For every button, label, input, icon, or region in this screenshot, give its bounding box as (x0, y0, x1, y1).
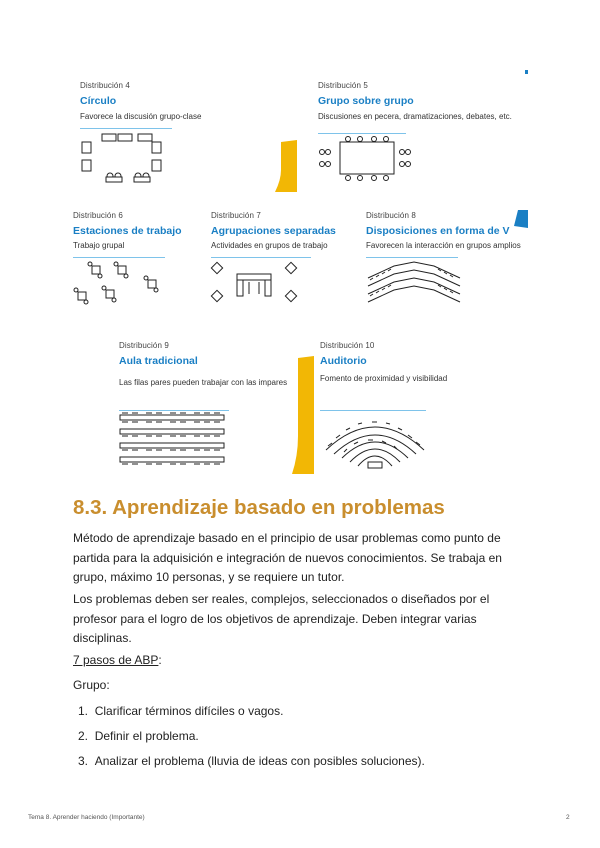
dist-number: Distribución 4 (80, 81, 130, 90)
list-text: Clarificar términos difíciles o vagos. (94, 704, 284, 718)
circle-layout-diagram (80, 132, 176, 186)
dist-desc: Discusiones en pecera, dramatizaciones, debates, etc. (318, 112, 512, 121)
separated-groups-layout-diagram (205, 260, 305, 308)
dist-number: Distribución 5 (318, 81, 368, 90)
dist-number: Distribución 6 (73, 211, 123, 220)
yellow-accent-bar-top (275, 140, 299, 192)
list-text: Analizar el problema (lluvia de ideas con posibles soluciones). (94, 754, 425, 768)
dist-title: Auditorio (320, 355, 367, 367)
steps-colon: : (158, 653, 162, 667)
dist-number: Distribución 10 (320, 341, 375, 350)
list-number: 1. (78, 704, 89, 718)
list-number: 2. (78, 729, 89, 743)
list-item (78, 729, 199, 743)
paragraph-definition: Método de aprendizaje basado en el principio de usar problemas como punto de partida para la adquisición e integración de nuevos conocimientos. Se trabaja en grupo, máximo 10 personas, y se requiere un tutor. (73, 531, 502, 584)
section-heading: 8.3. Aprendizaje basado en problemas (73, 496, 445, 519)
yellow-bar-shape (292, 356, 316, 474)
paragraph-problems: Los problemas deben ser reales, complejos, seleccionados o diseñados por el profesor para el logro de los objetivos de aprendizaje. Deben integrar varias disciplinas. (73, 592, 490, 645)
auditorium-layout-diagram (322, 410, 428, 470)
dist-title: Aula tradicional (119, 355, 198, 367)
dist-rule (119, 410, 229, 411)
workstations-layout-diagram (72, 260, 168, 308)
dist-number: Distribución 9 (119, 341, 169, 350)
blue-tick-mark (525, 70, 528, 74)
group-label: Grupo: (73, 678, 110, 692)
list-number: 3. (78, 754, 89, 768)
page-number: 2 (566, 814, 570, 821)
blue-corner-shape (514, 210, 528, 228)
dist-desc: Trabajo grupal (73, 241, 125, 250)
v-shape-layout-diagram (364, 258, 464, 308)
dist-title: Agrupaciones separadas (211, 225, 336, 237)
dist-number: Distribución 8 (366, 211, 416, 220)
steps-heading (73, 653, 162, 667)
dist-title: Estaciones de trabajo (73, 225, 182, 237)
yellow-accent-bar-bottom (292, 356, 316, 474)
dist-desc: Actividades en grupos de trabajo (211, 241, 328, 250)
dist-rule (80, 128, 172, 129)
list-item (78, 704, 283, 718)
yellow-bar-shape (275, 140, 299, 192)
fishbowl-layout-diagram (318, 136, 418, 184)
steps-link[interactable]: 7 pasos de ABP (73, 653, 159, 667)
dist-desc: Favorece la discusión grupo-clase (80, 112, 202, 121)
traditional-classroom-diagram (118, 412, 228, 468)
blue-corner-mark (514, 210, 528, 228)
dist-rule (211, 257, 311, 258)
dist-desc: Favorecen la interacción en grupos amplios (366, 241, 521, 250)
dist-title: Círculo (80, 95, 117, 107)
dist-desc: Fomento de proximidad y visibilidad (320, 374, 448, 383)
dist-desc: Las filas pares pueden trabajar con las impares (119, 378, 288, 387)
list-item (78, 754, 425, 768)
dist-title: Grupo sobre grupo (318, 95, 414, 107)
dist-rule (73, 257, 165, 258)
list-text: Definir el problema. (94, 729, 199, 743)
dist-number: Distribución 7 (211, 211, 261, 220)
footer-title: Tema 8. Aprender haciendo (Importante) (28, 814, 145, 821)
dist-rule (318, 133, 406, 134)
dist-title: Disposiciones en forma de V (366, 225, 510, 237)
